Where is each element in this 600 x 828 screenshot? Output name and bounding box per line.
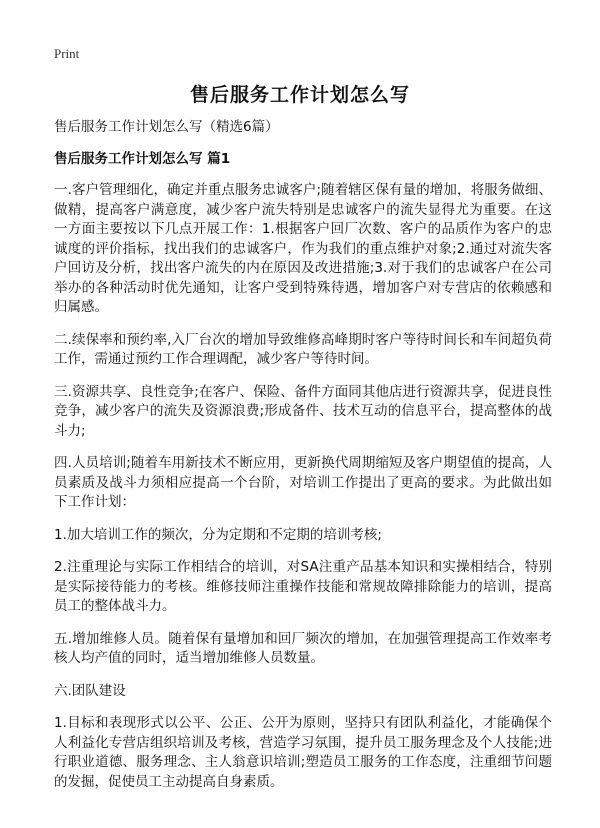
paragraph-training-frequency: 1.加大培训工作的频次，分为定期和不定期的培训考核; <box>54 526 382 543</box>
paragraph-add-staff: 五.增加维修人员。随着保有量增加和回厂频次的增加，在加强管理提高工作效率考核人均产值的同时，适当增加维修人员数量。 <box>54 630 552 666</box>
paragraph-staff-training: 四.人员培训;随着车用新技术不断应用，更新换代周期缩短及客户期望值的提高，人员素质及战斗力须相应提高一个台阶，对培训工作提出了更高的要求。为此做出如下工作计划： <box>54 455 552 510</box>
paragraph-team-goals: 1.目标和表现形式以公平、公正、公开为原则，坚持只有团队利益化，才能确保个人利益化专营店组织培训及考核，营造学习氛围，提升员工服务理念及个人技能;进行职业道德、服务理念、主人翁意识培训;塑造员工服务的工作态度，注重细节问题的发掘，促使员工主动提高自身素质。 <box>54 715 552 790</box>
paragraph-team-building: 六.团队建设 <box>54 682 126 699</box>
paragraph-renewal-rate: 二.续保率和预约率,入厂台次的增加导致维修高峰期时客户等待时间长和车间超负荷工作，需通过预约工作合理调配，减少客户等待时间。 <box>54 331 552 367</box>
document-body <box>54 117 552 805</box>
paragraph-theory-practice: 2.注重理论与实际工作相结合的培训，对SA注重产品基本知识和实操相结合，特别是实际接待能力的考核。维修技师注重操作技能和常规故障排除能力的培训，提高员工的整体战斗力。 <box>54 559 552 614</box>
page-title: 售后服务工作计划怎么写 <box>189 84 410 106</box>
paragraph-customer-management: 一.客户管理细化，确定并重点服务忠诚客户;随着辖区保有量的增加，将服务做细、做精，提高客户满意度，减少客户流失特别是忠诚客户的流失显得尤为重要。在这一方面主要按以下几点开展工作：1.根据客户回厂次数、客户的品质作为客户的忠诚度的评价指标，找出我们的忠诚客户，作为我们的重点维护对象;2.通过对流失客户回访及分析，找出客户流失的内在原因及改进措施;3.对于我们的忠诚客户在公司举办的各种活动时优先通知，让客户受到特殊待遇，增加客户对专营店的依赖感和归属感。 <box>54 182 552 315</box>
section-heading: 售后服务工作计划怎么写 篇1 <box>54 151 231 167</box>
print-link[interactable]: Print <box>54 46 80 61</box>
paragraph-resource-sharing: 三.资源共享、良性竞争;在客户、保险、备件方面同其他店进行资源共享，促进良性竞争，减少客户的流失及资源浪费;形成备件、技术互动的信息平台，提高整体的战斗力; <box>54 383 552 439</box>
document-subtitle: 售后服务工作计划怎么写（精选6篇） <box>54 119 279 135</box>
